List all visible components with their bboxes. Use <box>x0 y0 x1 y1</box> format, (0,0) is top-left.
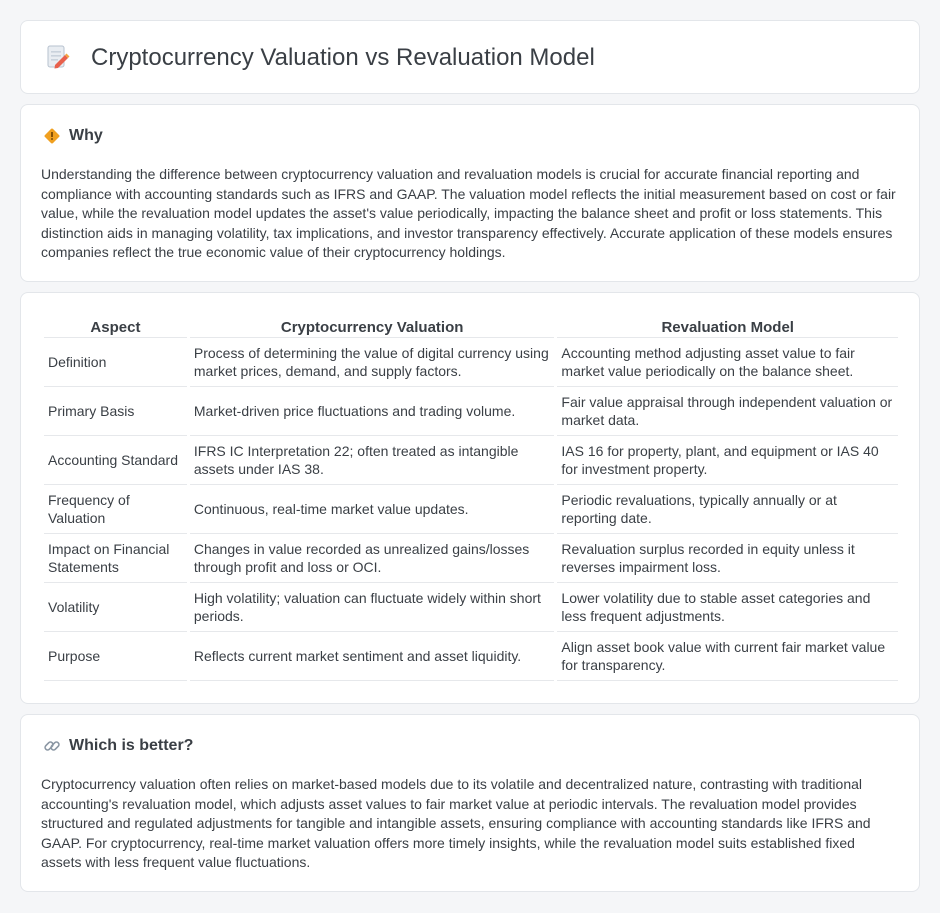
why-heading <box>43 127 103 145</box>
table-row <box>44 632 898 681</box>
revaluation-cell: Lower volatility due to stable asset categories and less frequent adjustments. <box>557 583 898 632</box>
why-section <box>20 104 920 282</box>
crypto-cell: Market-driven price fluctuations and trading volume. <box>190 387 555 436</box>
document-pencil-icon <box>45 43 71 73</box>
link-icon <box>43 737 61 755</box>
revaluation-cell: Periodic revaluations, typically annually or at reporting date. <box>557 485 898 534</box>
aspect-cell: Accounting Standard <box>44 436 187 485</box>
why-body: Understanding the difference between cryptocurrency valuation and revaluation models is crucial for accurate financial reporting and compliance with accounting standards such as IFRS and GAAP. The valuation model reflects the initial measurement based on cost or fair value, while the revaluation model updates the asset's value periodically, impacting the balance sheet and profit or loss statements. This distinction aids in managing volatility, tax implications, and investor transparency effectively. Accurate application of these models ensures companies reflect the true economic value of their cryptocurrency holdings. <box>41 166 896 260</box>
comparison-section <box>20 292 920 704</box>
title-row <box>45 43 595 73</box>
table-row <box>44 534 898 583</box>
better-body: Cryptocurrency valuation often relies on market-based models due to its volatile and decentralized nature, contrasting with traditional accounting's revaluation model, which adjusts asset values to fair market value at periodic intervals. The revaluation model provides structured and regulated adjustments for tangible and intangible assets, ensuring compliance with accounting standards like IFRS and GAAP. For cryptocurrency, real-time market valuation offers more timely insights, while the revaluation model suits established fixed assets with less frequent value fluctuations. <box>41 776 871 870</box>
table-row <box>44 338 898 387</box>
aspect-cell: Volatility <box>44 583 187 632</box>
table-row <box>44 583 898 632</box>
aspect-cell: Primary Basis <box>44 387 187 436</box>
revaluation-cell: Accounting method adjusting asset value to fair market value periodically on the balance sheet. <box>557 338 898 387</box>
revaluation-cell: Revaluation surplus recorded in equity unless it reverses impairment loss. <box>557 534 898 583</box>
better-title: Which is better? <box>69 737 194 754</box>
header-revaluation-model: Revaluation Model <box>557 315 898 338</box>
crypto-cell: Changes in value recorded as unrealized gains/losses through profit and loss or OCI. <box>190 534 555 583</box>
crypto-cell: Process of determining the value of digital currency using market prices, demand, and supply factors. <box>190 338 555 387</box>
crypto-cell: Continuous, real-time market value updates. <box>190 485 555 534</box>
crypto-cell: High volatility; valuation can fluctuate widely within short periods. <box>190 583 555 632</box>
crypto-cell: IFRS IC Interpretation 22; often treated as intangible assets under IAS 38. <box>190 436 555 485</box>
crypto-cell: Reflects current market sentiment and asset liquidity. <box>190 632 555 681</box>
revaluation-cell: Align asset book value with current fair market value for transparency. <box>557 632 898 681</box>
aspect-cell: Frequency of Valuation <box>44 485 187 534</box>
header-crypto-valuation: Cryptocurrency Valuation <box>190 315 555 338</box>
comparison-table <box>41 315 901 681</box>
why-title: Why <box>69 127 103 144</box>
title-card <box>20 20 920 94</box>
table-row <box>44 436 898 485</box>
aspect-cell: Purpose <box>44 632 187 681</box>
page-title: Cryptocurrency Valuation vs Revaluation Model <box>91 44 595 71</box>
revaluation-cell: Fair value appraisal through independent valuation or market data. <box>557 387 898 436</box>
better-heading <box>43 737 193 755</box>
aspect-cell: Impact on Financial Statements <box>44 534 187 583</box>
table-header-row <box>44 315 898 338</box>
which-is-better-section <box>20 714 920 892</box>
diamond-alert-icon <box>43 127 61 145</box>
header-aspect: Aspect <box>44 315 187 338</box>
table-row <box>44 387 898 436</box>
aspect-cell: Definition <box>44 338 187 387</box>
table-row <box>44 485 898 534</box>
revaluation-cell: IAS 16 for property, plant, and equipment or IAS 40 for investment property. <box>557 436 898 485</box>
